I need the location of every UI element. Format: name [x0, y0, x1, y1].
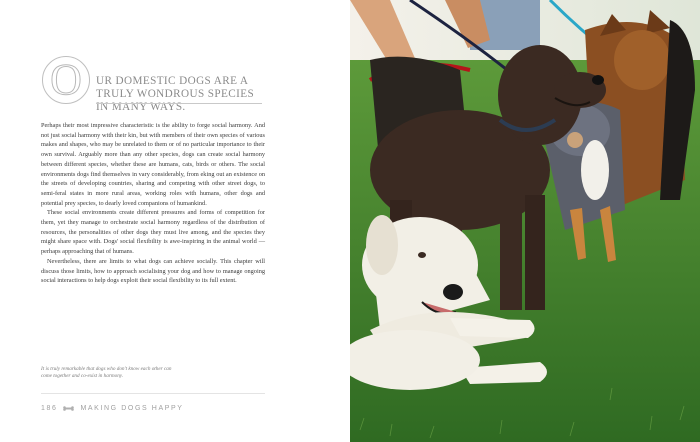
dropcap-letter: O [50, 55, 82, 104]
body-paragraph: Perhaps their most impressive characteristic is the ability to forge social harmony. And not just social harmony with their kin, but with members of their own species of various makes and shapes, who may be unrelated to them or of no particular importance to their own survival. Arguably more than any other species, dogs can create social harmony between different species, whether these are humans, cats, birds or others. The social environments dogs find themselves in vary considerably, from eking out an existence on the streets of developing countries, sharing and competing with other street dogs, to semi-feral states in more rural areas, working roles with humans, other dogs and potential prey species, to dearly loved companions of humankind. [41, 122, 265, 207]
photo-caption: It is truly remarkable that dogs who don't know each other can come together and co-exist in harmony. [41, 366, 172, 380]
headline-divider [96, 103, 262, 104]
body-text [41, 121, 265, 286]
body-paragraph: These social environments create different pressures and forms of competition for them, yet they manage to orchestrate social harmony regardless of the distribution of resources, the personalities of other dogs they must live among, and the species they might share space with. Dogs' social flexibility is awe-inspiring in the animal world — perhaps approaching that of humans. [41, 209, 265, 256]
footer-divider [41, 393, 265, 394]
chapter-headline: UR DOMESTIC DOGS ARE A TRULY WONDROUS SPECIES IN MANY WAYS. [96, 75, 255, 113]
body-paragraph: Nevertheless, there are limits to what dogs can achieve socially. This chapter will discuss those limits, how to approach socialising your dog and how to manage ongoing social interactions to help dogs exploit their social flexibility to its full extent. [41, 257, 265, 285]
page-footer [41, 405, 184, 412]
bone-icon [63, 406, 74, 411]
page-number: 186 [41, 405, 58, 412]
dogs-photo [350, 0, 700, 442]
book-title: MAKING DOGS HAPPY [80, 405, 184, 412]
